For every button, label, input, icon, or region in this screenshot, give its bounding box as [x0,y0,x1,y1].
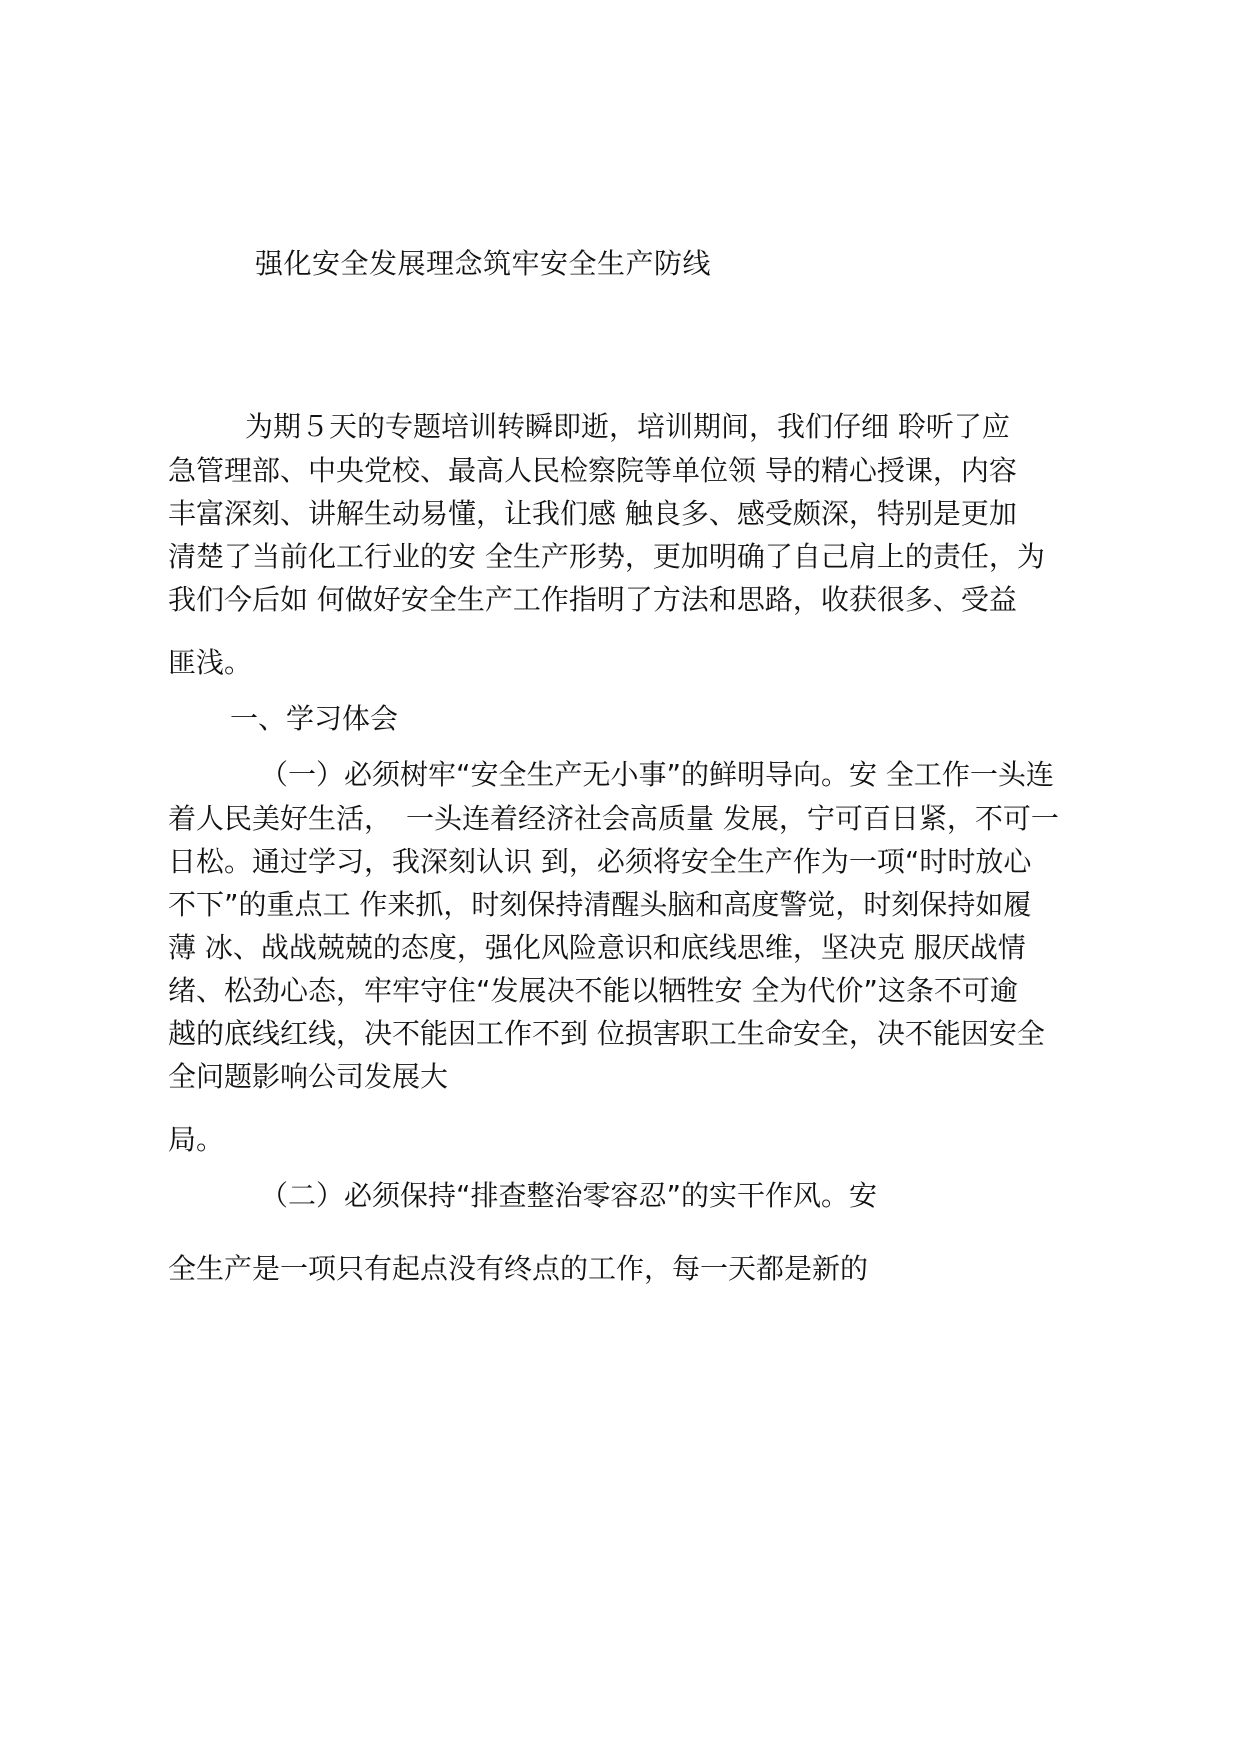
paragraph-line: 薄 冰、战战兢兢的态度，强化风险意识和底线思维，坚决克 服厌战情 [168,931,1026,964]
paragraph-line: 丰富深刻、讲解生动易懂，让我们感 触良多、感受颇深，特别是更加 [168,497,1017,530]
document-title: 强化安全发展理念筑牢安全生产防线 [255,247,712,280]
paragraph-line: （二）必须保持“排查整治零容忍”的实干作风。安 [260,1179,878,1212]
section-heading: 一、学习体会 [230,702,399,735]
paragraph-line: 为期５天的专题培训转瞬即逝，培训期间，我们仔细 聆听了应 [245,410,1010,443]
paragraph-line: 越的底线红线，决不能因工作不到 位损害职工生命安全，决不能因安全 [168,1017,1045,1050]
paragraph-line: 清楚了当前化工行业的安 全生产形势，更加明确了自己肩上的责任，为 [168,540,1045,573]
paragraph-line: 日松。通过学习，我深刻认识 到，必须将安全生产作为一项“时时放心 [168,845,1032,878]
paragraph-line: 局。 [168,1123,225,1156]
paragraph-line: （一）必须树牢“安全生产无小事”的鲜明导向。安 全工作一头连 [260,758,1054,791]
paragraph-line: 急管理部、中央党校、最高人民检察院等单位领 导的精心授课，内容 [168,454,1017,487]
paragraph-line: 着人民美好生活， 一头连着经济社会高质量 发展，宁可百日紧，不可一 [168,802,1059,835]
paragraph-line: 我们今后如 何做好安全生产工作指明了方法和思路，收获很多、受益 [168,583,1017,616]
paragraph-line: 不下”的重点工 作来抓，时刻保持清醒头脑和高度警觉，时刻保持如履 [168,888,1032,921]
paragraph-line: 全生产是一项只有起点没有终点的工作，每一天都是新的 [168,1252,869,1285]
paragraph-line: 全问题影响公司发展大 [168,1060,449,1093]
paragraph-line: 绪、松劲心态，牢牢守住“发展决不能以牺牲安 全为代价”这条不可逾 [168,974,1018,1007]
paragraph-line: 匪浅。 [168,646,253,679]
